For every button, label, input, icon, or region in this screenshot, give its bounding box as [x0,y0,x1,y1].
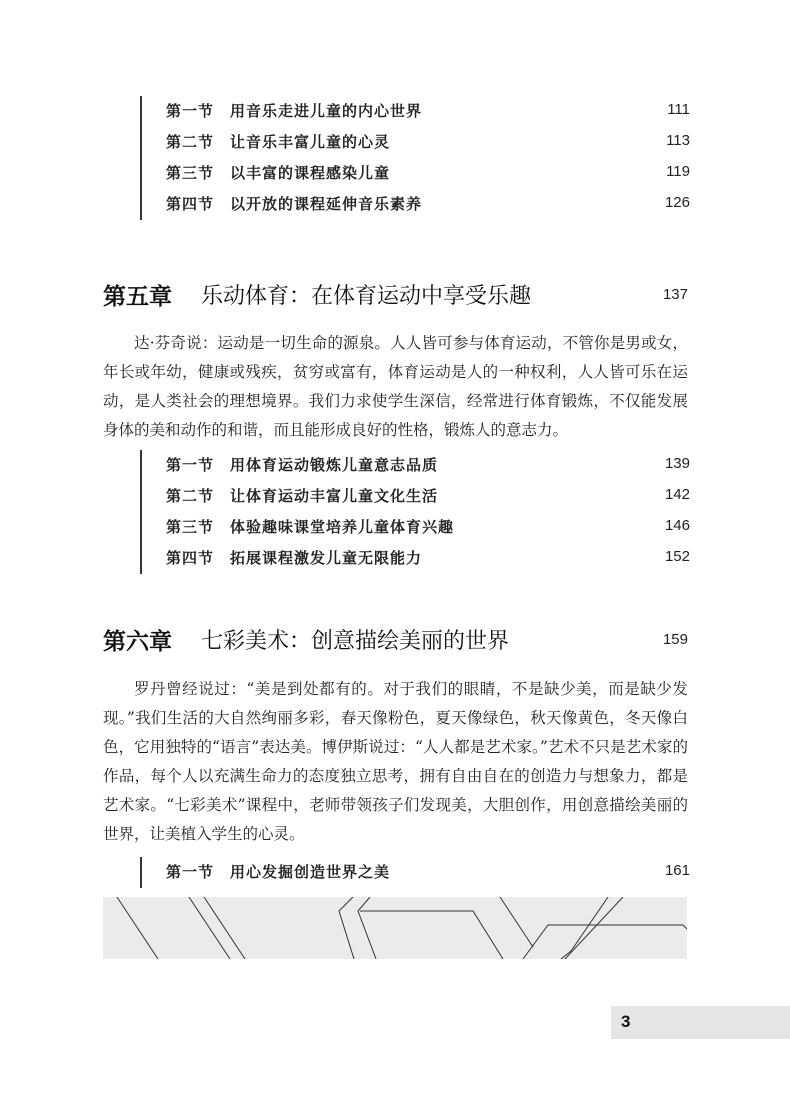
chapter-number: 第五章 [103,284,172,310]
toc-group-chapter-6 [140,857,690,888]
toc-row[interactable] [142,127,690,158]
chapter-page-number: 137 [662,286,688,303]
toc-row[interactable] [142,158,690,189]
toc-section-number: 第一节 [166,102,215,120]
toc-row[interactable] [142,450,690,481]
toc-section-number: 第四节 [166,195,215,213]
toc-section-number: 第三节 [166,164,215,182]
chapter-title: 乐动体育：在体育运动中享受乐趣 [201,284,532,309]
toc-section-title: 让体育运动丰富儿童文化生活 [230,487,439,505]
toc-section-title: 用体育运动锻炼儿童意志品质 [230,456,439,474]
chapter-number: 第六章 [103,629,172,655]
chapter-title: 七彩美术：创意描绘美丽的世界 [201,629,510,654]
toc-section-title: 以丰富的课程感染儿童 [230,164,391,182]
toc-group-chapter-5 [140,450,690,574]
toc-row[interactable] [142,543,690,574]
toc-page-number: 146 [664,517,690,534]
toc-page-number: 161 [664,862,690,879]
toc-page-number: 113 [666,132,690,149]
toc-section-title: 拓展课程激发儿童无限能力 [230,549,423,567]
toc-section-title: 用音乐走进儿童的内心世界 [230,102,423,120]
geometric-lines-graphic [103,897,687,959]
toc-section-title: 以开放的课程延伸音乐素养 [230,195,423,213]
toc-row[interactable] [142,481,690,512]
chapter-6-heading[interactable] [103,623,688,659]
chapter-6-intro: 罗丹曾经说过：“美是到处都有的。对于我们的眼睛，不是缺少美，而是缺少发现。”我们生活的大自然绚丽多彩，春天像粉色，夏天像绿色，秋天像黄色，冬天像白色，它用独特的“语言”表达美。博伊斯说过：“人人都是艺术家。”艺术不只是艺术家的作品，每个人以充满生命力的态度独立思考，拥有自由自在的创造力与想象力，都是艺术家。“七彩美术”课程中，老师带领孩子们发现美，大胆创作，用创意描绘美丽的世界，让美植入学生的心灵。 [103,680,688,843]
toc-section-number: 第三节 [166,518,215,536]
toc-page-number: 126 [664,194,690,211]
page-number-tab [611,1006,790,1039]
decorative-band [103,897,687,959]
toc-section-title: 让音乐丰富儿童的心灵 [230,133,391,151]
toc-page-number: 119 [666,163,690,180]
toc-row[interactable] [142,189,690,220]
toc-row[interactable] [142,857,690,888]
chapter-page-number: 159 [662,631,688,648]
page-number: 3 [621,1012,631,1031]
toc-section-number: 第二节 [166,487,215,505]
chapter-5-heading[interactable] [103,278,688,314]
toc-page-number: 152 [664,548,690,565]
toc-page-number: 111 [667,101,690,118]
toc-section-title: 用心发掘创造世界之美 [230,863,391,881]
toc-section-number: 第二节 [166,133,215,151]
toc-row[interactable] [142,96,690,127]
toc-section-number: 第一节 [166,456,215,474]
toc-group-top [140,96,690,220]
toc-section-number: 第一节 [166,863,215,881]
toc-page-number: 142 [664,486,690,503]
toc-page-number: 139 [664,455,690,472]
toc-section-number: 第四节 [166,549,215,567]
toc-section-title: 体验趣味课堂培养儿童体育兴趣 [230,518,455,536]
chapter-5-intro: 达·芬奇说：运动是一切生命的源泉。人人皆可参与体育运动，不管你是男或女，年长或年幼，健康或残疾，贫穷或富有，体育运动是人的一种权利，人人皆可乐在运动，是人类社会的理想境界。我们力求使学生深信，经常进行体育锻炼，不仅能发展身体的美和动作的和谐，而且能形成良好的性格，锻炼人的意志力。 [103,334,688,439]
toc-row[interactable] [142,512,690,543]
